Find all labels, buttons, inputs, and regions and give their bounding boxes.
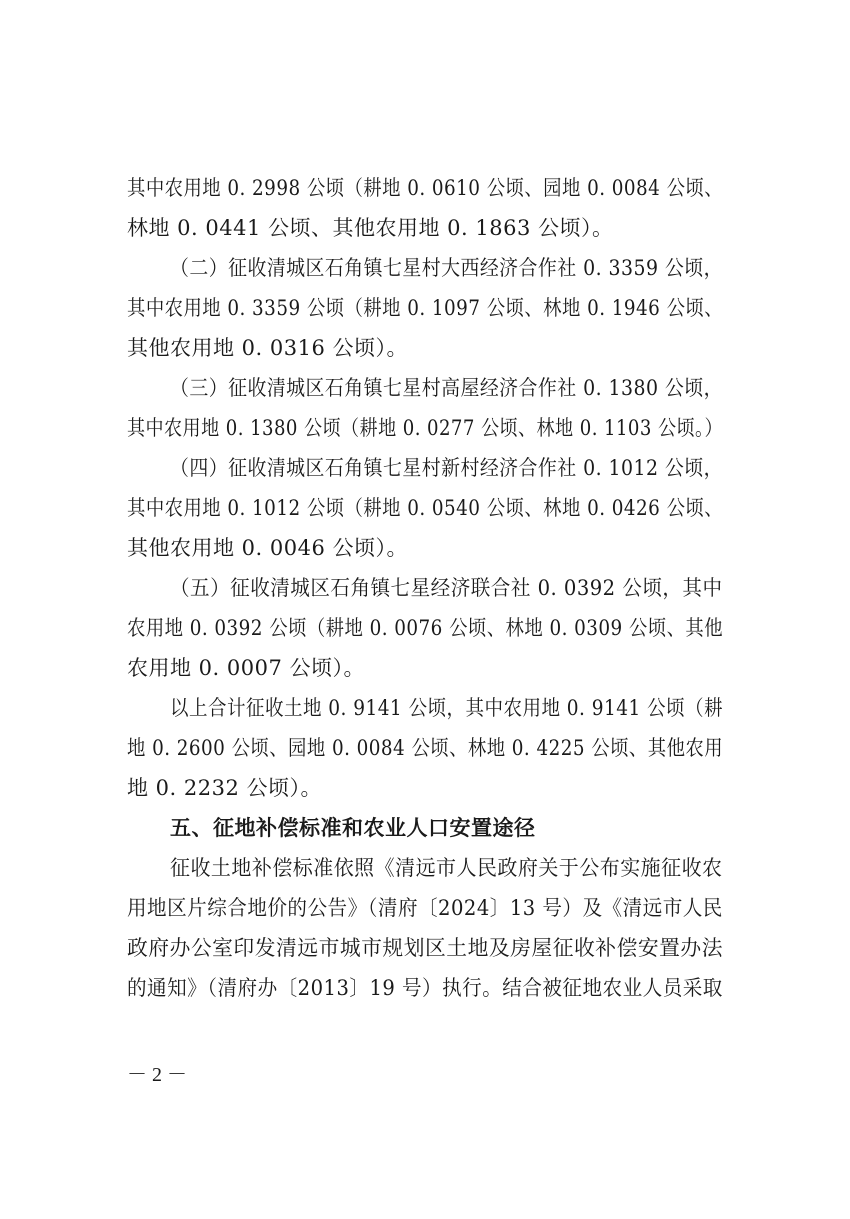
text-line: 政府办公室印发清远市城市规划区土地及房屋征收补偿安置办法: [127, 936, 723, 960]
text-line: 其中农用地 0. 2998 公顷（耕地 0. 0610 公顷、园地 0. 0084 公顷、: [127, 176, 724, 200]
text-line: 其他农用地 0. 0316 公顷）。: [127, 336, 409, 360]
text-line: 地 0. 2232 公顷）。: [127, 776, 323, 800]
section-4-start: （四）征收清城区石角镇七星村新村经济合作社 0. 1012 公顷，: [170, 456, 724, 480]
text-line: 农用地 0. 0007 公顷）。: [127, 656, 366, 680]
text-line: 地 0. 2600 公顷、园地 0. 0084 公顷、林地 0. 4225 公顷、其他农用: [127, 736, 724, 760]
text-line: 其中农用地 0. 1012 公顷（耕地 0. 0540 公顷、林地 0. 0426 公顷、: [127, 496, 724, 520]
page-number: － 2 －: [127, 1064, 187, 1086]
text-line: 农用地 0. 0392 公顷（耕地 0. 0076 公顷、林地 0. 0309 公顷、其他: [127, 616, 724, 640]
text-line: 的通知》（清府办〔2013〕19 号）执行。结合被征地农业人员采取: [127, 976, 723, 1000]
total-summary-start: 以上合计征收土地 0. 9141 公顷，其中农用地 0. 9141 公顷（耕: [170, 696, 724, 720]
paragraph-start: 征收土地补偿标准依照《清远市人民政府关于公布实施征收农: [170, 856, 723, 880]
text-line: 林地 0. 0441 公顷、其他农用地 0. 1863 公顷）。: [127, 216, 614, 240]
text-line: 其他农用地 0. 0046 公顷）。: [127, 536, 409, 560]
section-3-start: （三）征收清城区石角镇七星村高屋经济合作社 0. 1380 公顷，: [170, 376, 724, 400]
text-line: 其中农用地 0. 3359 公顷（耕地 0. 1097 公顷、林地 0. 1946 公顷、: [127, 296, 724, 320]
section-5-start: （五）征收清城区石角镇七星经济联合社 0. 0392 公顷，其中: [170, 576, 723, 600]
text-line: 用地区片综合地价的公告》（清府〔2024〕13 号）及《清远市人民: [127, 896, 723, 920]
text-line: 其中农用地 0. 1380 公顷（耕地 0. 0277 公顷、林地 0. 1103 公顷。）: [127, 416, 724, 440]
section-heading: 五、征地补偿标准和农业人口安置途径: [170, 816, 536, 840]
section-2-start: （二）征收清城区石角镇七星村大西经济合作社 0. 3359 公顷，: [170, 256, 724, 280]
